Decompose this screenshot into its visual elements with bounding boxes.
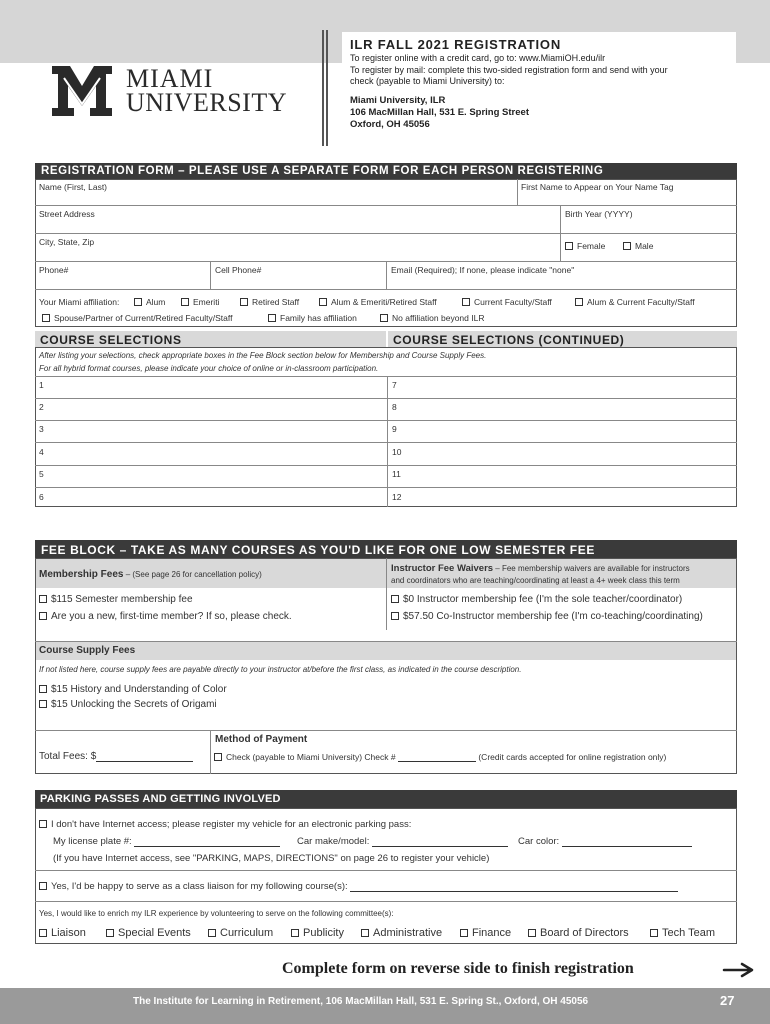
course-slot-2[interactable]: 2 [39,402,44,412]
aff-emeriti[interactable]: Emeriti [181,297,219,307]
course-slot-8[interactable]: 8 [392,402,397,412]
checkbox-icon[interactable] [575,298,583,306]
check-number-line[interactable] [398,753,476,762]
supply-origami-checkbox[interactable]: $15 Unlocking the Secrets of Origami [39,699,217,710]
waiver-note: and coordinators who are teaching/coordinating at least a 4+ week class this term [391,576,680,585]
parking-divider [35,870,737,871]
course-slot-4[interactable]: 4 [39,447,44,457]
logo-text-miami: MIAMI [126,64,214,93]
course-slot-6[interactable]: 6 [39,492,44,502]
course-slot-3[interactable]: 3 [39,424,44,434]
new-member-checkbox[interactable]: Are you a new, first-time member? If so, please check. [39,611,292,622]
course-slot-10[interactable]: 10 [392,447,402,457]
course-divider [35,376,737,377]
header-divider-2 [326,30,328,146]
car-color-field[interactable]: Car color: [518,836,692,847]
car-color-line[interactable] [562,838,692,847]
liaison-courses-line[interactable] [350,883,678,892]
checkbox-icon[interactable] [39,595,47,603]
course-divider [35,398,737,399]
enrich-note: Yes, I would like to enrich my ILR experience by volunteering to serve on the following committee(s): [39,909,394,918]
aff-none[interactable]: No affiliation beyond ILR [380,313,484,323]
registration-heading [35,163,737,179]
male-checkbox[interactable]: Male [623,241,653,251]
checkbox-icon[interactable] [380,314,388,322]
committee-publicity[interactable]: Publicity [291,927,344,939]
aff-alum[interactable]: Alum [134,297,165,307]
membership-heading: Membership Fees – (See page 26 for cancellation policy) [39,569,262,580]
aff-retired-staff[interactable]: Retired Staff [240,297,299,307]
checkbox-icon[interactable] [650,929,658,937]
fee-col-divider [386,558,387,630]
course-note-2: For all hybrid format courses, please indicate your choice of online or in-classroom participation. [39,364,379,373]
reg-divider [35,233,737,234]
car-make-field[interactable]: Car make/model: [297,836,508,847]
aff-spouse[interactable]: Spouse/Partner of Current/Retired Faculty/Staff [42,313,232,323]
checkbox-icon[interactable] [39,929,47,937]
reg-col-divider [210,261,211,289]
header-divider [322,30,324,146]
course-divider [35,487,737,488]
aff-current-faculty[interactable]: Current Faculty/Staff [462,297,552,307]
aff-family[interactable]: Family has affiliation [268,313,357,323]
course-slot-7[interactable]: 7 [392,380,397,390]
checkbox-icon[interactable] [291,929,299,937]
course-divider [35,442,737,443]
course-heading-right: COURSE SELECTIONS (CONTINUED) [388,331,737,347]
header-line3: check (payable to Miami University) to: [350,76,505,86]
checkbox-icon[interactable] [268,314,276,322]
checkbox-icon[interactable] [240,298,248,306]
header-address-2: 106 MacMillan Hall, 531 E. Spring Street [350,107,529,118]
logo-text-university: UNIVERSITY [126,88,287,117]
header-address-3: Oxford, OH 45056 [350,119,430,130]
check-payment-checkbox[interactable]: Check (payable to Miami University) Check # (Credit cards accepted for online registration only) [214,752,666,762]
female-checkbox[interactable]: Female [565,241,605,251]
reg-col-divider [560,205,561,261]
arrow-right-icon [722,962,756,978]
parking-divider [35,901,737,902]
supply-header-bg [36,642,736,660]
reg-divider [35,289,737,290]
course-slot-1[interactable]: 1 [39,380,44,390]
miami-logo [50,62,310,122]
checkbox-icon[interactable] [391,612,399,620]
email-field[interactable]: Email (Required); If none, please indicate "none" [391,265,575,275]
committee-tech-team[interactable]: Tech Team [650,927,715,939]
parking-heading: PARKING PASSES AND GETTING INVOLVED [35,790,737,808]
liaison-checkbox[interactable]: Yes, I'd be happy to serve as a class liaison for my following course(s): [39,881,678,892]
checkbox-icon[interactable] [42,314,50,322]
checkbox-icon[interactable] [134,298,142,306]
name-field[interactable]: Name (First, Last) [39,182,108,192]
checkbox-icon[interactable] [528,929,536,937]
fee-col-divider [210,730,211,774]
header-line2: To register by mail: complete this two-sided registration form and send with your [350,65,668,75]
checkbox-icon[interactable] [106,929,114,937]
checkbox-icon[interactable] [208,929,216,937]
checkbox-icon[interactable] [181,298,189,306]
license-plate-line[interactable] [134,838,280,847]
co-instructor-fee-checkbox[interactable]: $57.50 Co-Instructor membership fee (I'm co-teaching/coordinating) [391,611,703,622]
fee-divider [35,730,737,731]
course-divider [35,465,737,466]
street-field[interactable]: Street Address [39,209,95,219]
checkbox-icon[interactable] [39,700,47,708]
header-info [342,32,736,150]
reg-col-divider [517,179,518,205]
checkbox-icon[interactable] [460,929,468,937]
supply-note: If not listed here, course supply fees are payable directly to your instructor at/before the first class, as indicated in the course description. [39,665,522,674]
method-of-payment: Method of Payment [215,734,308,745]
committee-administrative[interactable]: Administrative [361,927,442,939]
reverse-side-note: Complete form on reverse side to finish registration [282,960,634,977]
course-slot-11[interactable]: 11 [392,469,401,479]
registration-title: REGISTRATION FORM – PLEASE USE A SEPARATE FORM FOR EACH PERSON REGISTERING [41,165,604,177]
committee-board[interactable]: Board of Directors [528,927,629,939]
committee-special-events[interactable]: Special Events [106,927,191,939]
phone-field[interactable]: Phone# [39,265,69,275]
cell-field[interactable]: Cell Phone# [215,265,262,275]
car-make-line[interactable] [372,838,508,847]
checkbox-icon[interactable] [391,595,399,603]
checkbox-icon[interactable] [214,753,222,761]
fee-divider [35,641,737,642]
name-tag-field[interactable]: First Name to Appear on Your Name Tag [521,182,674,192]
total-fees-field[interactable]: Total Fees: $ [39,751,193,762]
checkbox-icon[interactable] [462,298,470,306]
course-slot-12[interactable]: 12 [392,492,402,502]
footer-address: The Institute for Learning in Retirement, 106 MacMillan Hall, 531 E. Spring St., Oxford, OH 45056 [133,996,589,1007]
checkbox-icon[interactable] [39,820,47,828]
checkbox-icon[interactable] [565,242,573,250]
course-note-1: After listing your selections, check appropriate boxes in the Fee Block section below for Membership and Course Supply Fees. [39,351,487,360]
committee-liaison[interactable]: Liaison [39,927,86,939]
city-field[interactable]: City, State, Zip [39,237,95,247]
committee-curriculum[interactable]: Curriculum [208,927,273,939]
supply-heading: Course Supply Fees [39,645,136,656]
semester-fee-checkbox[interactable]: $115 Semester membership fee [39,594,193,605]
checkbox-icon[interactable] [39,882,47,890]
header-title: ILR FALL 2021 REGISTRATION [350,37,562,52]
instructor-fee-checkbox[interactable]: $0 Instructor membership fee (I'm the sole teacher/coordinator) [391,594,682,605]
checkbox-icon[interactable] [319,298,327,306]
course-slot-9[interactable]: 9 [392,424,397,434]
checkbox-icon[interactable] [361,929,369,937]
checkbox-icon[interactable] [39,685,47,693]
header-line1: To register online with a credit card, go to: www.MiamiOH.edu/ilr [350,53,606,63]
reg-col-divider [386,261,387,289]
checkbox-icon[interactable] [39,612,47,620]
aff-alum-current[interactable]: Alum & Current Faculty/Staff [575,297,695,307]
no-internet-checkbox[interactable]: I don't have Internet access; please register my vehicle for an electronic parking pass: [39,819,411,830]
total-fees-line[interactable] [96,753,193,762]
checkbox-icon[interactable] [623,242,631,250]
supply-color-checkbox[interactable]: $15 History and Understanding of Color [39,684,227,695]
reg-divider [35,205,737,206]
license-plate-field[interactable]: My license plate #: [53,836,280,847]
birth-year-field[interactable]: Birth Year (YYYY) [565,209,633,219]
waiver-heading: Instructor Fee Waivers – Fee membership waivers are available for instructors [391,563,690,574]
miami-m-icon [50,64,114,118]
internet-note: (If you have Internet access, see "PARKING, MAPS, DIRECTIONS" on page 26 to register your vehicle) [53,853,490,864]
page-number: 27 [720,993,735,1008]
course-slot-5[interactable]: 5 [39,469,44,479]
committee-finance[interactable]: Finance [460,927,511,939]
affiliation-label: Your Miami affiliation: [39,297,120,307]
header-address-1: Miami University, ILR [350,95,446,106]
course-heading-left: COURSE SELECTIONS [35,331,386,347]
fee-heading: FEE BLOCK – TAKE AS MANY COURSES AS YOU'D LIKE FOR ONE LOW SEMESTER FEE [35,540,737,558]
aff-alum-emeriti[interactable]: Alum & Emeriti/Retired Staff [319,297,437,307]
course-divider [35,420,737,421]
